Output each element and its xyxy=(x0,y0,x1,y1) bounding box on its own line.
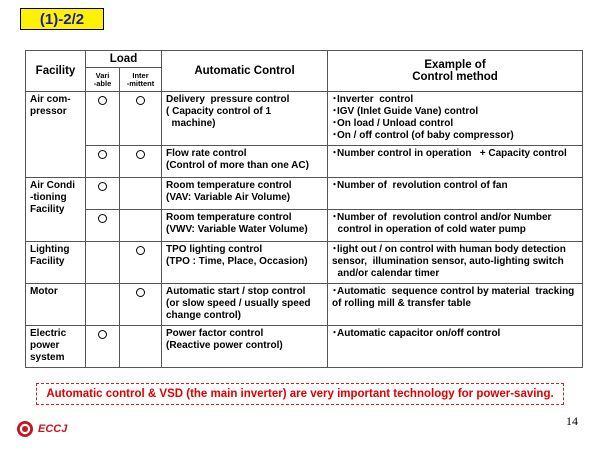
control-method-cell xyxy=(328,242,583,284)
control-line: (Control of more than one AC) xyxy=(166,160,309,171)
page-number: 14 xyxy=(566,414,578,428)
facility-line: Motor xyxy=(30,286,58,297)
facility-line: pressor xyxy=(30,106,67,117)
circle-mark-icon xyxy=(136,288,145,297)
header-variable-line: -able xyxy=(93,78,112,88)
facility-cell xyxy=(26,284,86,326)
control-line: Delivery pressure control xyxy=(166,94,290,105)
header-intermittent-line: -mittent xyxy=(126,78,155,88)
facility-line: Facility xyxy=(30,256,65,267)
variable-mark-cell xyxy=(86,92,120,146)
control-method-cell xyxy=(328,146,583,178)
facility-cell xyxy=(26,242,86,284)
facility-cell xyxy=(26,92,86,178)
control-table xyxy=(25,50,583,368)
control-line: change control) xyxy=(166,310,242,321)
table-row xyxy=(26,178,583,210)
method-line: of rolling mill & transfer table xyxy=(332,298,471,309)
intermittent-mark-cell xyxy=(120,326,162,368)
facility-line: Electric xyxy=(30,328,67,339)
table-row xyxy=(26,326,583,368)
logo-text: ECCJ xyxy=(38,423,68,435)
circle-mark-icon xyxy=(136,150,145,159)
control-method-cell xyxy=(328,92,583,146)
control-line: (Reactive power control) xyxy=(166,340,283,351)
intermittent-mark-cell xyxy=(120,92,162,146)
method-line: ･On load / Unload control xyxy=(332,118,454,129)
control-line: ( Capacity control of 1 xyxy=(166,106,272,117)
header-example-line: Control method xyxy=(412,71,498,83)
circle-mark-icon xyxy=(136,96,145,105)
method-line: control in operation of cold water pump xyxy=(332,224,526,235)
variable-mark-cell xyxy=(86,178,120,210)
control-line: Automatic start / stop control xyxy=(166,286,306,297)
power-saving-note: Automatic control & VSD (the main inverter) are very important technology for power-saving. xyxy=(36,383,564,405)
control-line: Flow rate control xyxy=(166,148,247,159)
intermittent-mark-cell xyxy=(120,178,162,210)
eccj-logo xyxy=(16,420,67,438)
header-automatic-control: Automatic Control xyxy=(162,51,328,92)
circle-mark-icon xyxy=(98,182,107,191)
control-line: Room temperature control xyxy=(166,212,292,223)
circle-mark-icon xyxy=(98,330,107,339)
method-line: ･Automatic capacitor on/off control xyxy=(332,328,501,339)
table-row xyxy=(26,242,583,284)
facility-line: Air Condi xyxy=(30,180,75,191)
facility-line: -tioning xyxy=(30,192,67,203)
variable-mark-cell xyxy=(86,326,120,368)
method-line: ･light out / on control with human body detection xyxy=(332,244,566,255)
method-line: ･On / off control (of baby compressor) xyxy=(332,130,514,141)
table-row xyxy=(26,284,583,326)
method-line: ･IGV (Inlet Guide Vane) control xyxy=(332,106,479,117)
intermittent-mark-cell xyxy=(120,284,162,326)
control-line: (VWV: Variable Water Volume) xyxy=(166,224,308,235)
table-row xyxy=(26,210,583,242)
header-variable-line: Vari xyxy=(95,70,110,80)
intermittent-mark-cell xyxy=(120,242,162,284)
variable-mark-cell xyxy=(86,146,120,178)
automatic-control-cell xyxy=(162,146,328,178)
automatic-control-cell xyxy=(162,178,328,210)
variable-mark-cell xyxy=(86,210,120,242)
control-line: (VAV: Variable Air Volume) xyxy=(166,192,291,203)
control-line: (TPO : Time, Place, Occasion) xyxy=(166,256,308,267)
header-load: Load xyxy=(86,51,162,68)
facility-line: Lighting xyxy=(30,244,70,255)
header-intermittent xyxy=(120,68,162,92)
intermittent-mark-cell xyxy=(120,210,162,242)
automatic-control-cell xyxy=(162,326,328,368)
facility-cell xyxy=(26,178,86,242)
facility-line: system xyxy=(30,352,65,363)
automatic-control-cell xyxy=(162,242,328,284)
automatic-control-cell xyxy=(162,284,328,326)
header-intermittent-line: Inter xyxy=(132,70,149,80)
method-line: ･Number of revolution control of fan xyxy=(332,180,508,191)
control-line: Power factor control xyxy=(166,328,264,339)
circle-mark-icon xyxy=(98,96,107,105)
facility-line: Facility xyxy=(30,204,65,215)
slide-title: (1)-2/2 xyxy=(20,8,104,30)
control-method-cell xyxy=(328,210,583,242)
table-row xyxy=(26,146,583,178)
control-line: machine) xyxy=(166,118,216,129)
automatic-control-cell xyxy=(162,92,328,146)
control-line: (or slow speed / usually speed xyxy=(166,298,311,309)
header-facility: Facility xyxy=(26,51,86,92)
circle-mark-icon xyxy=(98,214,107,223)
facility-line: power xyxy=(30,340,60,351)
header-variable xyxy=(86,68,120,92)
method-line: ･Number control in operation + Capacity control xyxy=(332,148,567,159)
header-example-line: Example of xyxy=(424,59,486,71)
intermittent-mark-cell xyxy=(120,146,162,178)
control-method-cell xyxy=(328,178,583,210)
method-line: sensor, illumination sensor, auto-lighting switch xyxy=(332,256,564,267)
control-method-cell xyxy=(328,326,583,368)
control-method-cell xyxy=(328,284,583,326)
header-example xyxy=(328,51,583,92)
table-row xyxy=(26,92,583,146)
method-line: ･Automatic sequence control by material tracking xyxy=(332,286,575,297)
method-line: ･Inverter control xyxy=(332,94,414,105)
variable-mark-cell xyxy=(86,242,120,284)
method-line: and/or calendar timer xyxy=(332,268,440,279)
facility-cell xyxy=(26,326,86,368)
control-line: TPO lighting control xyxy=(166,244,263,255)
circle-mark-icon xyxy=(98,150,107,159)
eccj-logo-icon xyxy=(16,420,34,438)
circle-mark-icon xyxy=(136,246,145,255)
method-line: ･Number of revolution control and/or Number xyxy=(332,212,552,223)
variable-mark-cell xyxy=(86,284,120,326)
automatic-control-cell xyxy=(162,210,328,242)
control-line: Room temperature control xyxy=(166,180,292,191)
facility-line: Air com- xyxy=(30,94,71,105)
